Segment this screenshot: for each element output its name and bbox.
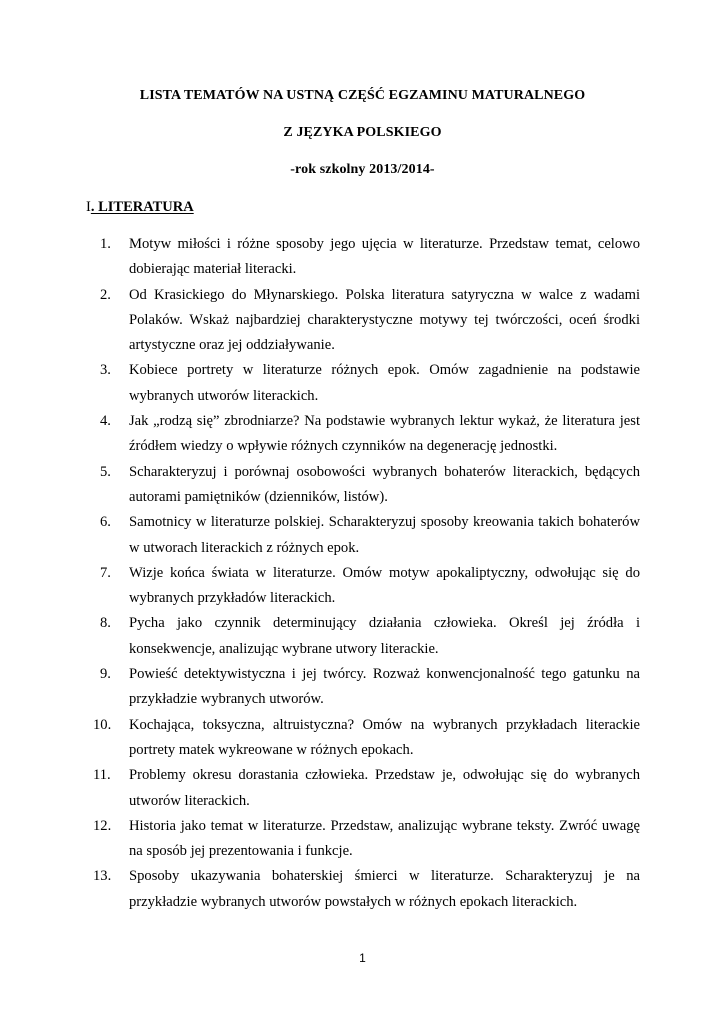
topic-text: Sposoby ukazywania bohaterskiej śmierci w literaturze. Scharakteryzuj je na przykładzie wybranych utworów powstałych w różnych epokach literackich.: [129, 868, 640, 910]
topic-text: Powieść detektywistyczna i jej twórcy. Rozważ konwencjonalność tego gatunku na przykładzie wybranych utworów.: [129, 666, 640, 708]
topic-text: Kobiece portrety w literaturze różnych epok. Omów zagadnienie na podstawie wybranych utworów literackich.: [129, 362, 640, 404]
topic-text: Wizje końca świata w literaturze. Omów motyw apokaliptyczny, odwołując się do wybranych przykładów literackich.: [129, 564, 640, 607]
topic-number: 12.: [93, 817, 112, 834]
document-title: LISTA TEMATÓW NA USTNĄ CZĘŚĆ EGZAMINU MATURALNEGO: [139, 88, 586, 103]
topic-text: Pycha jako czynnik determinujący działania człowieka. Określ jej źródła i konsekwencje, analizując wybrane utwory literackie.: [129, 615, 640, 657]
topic-number: 9.: [100, 666, 111, 683]
topic-number: 3.: [100, 362, 111, 379]
topic-list: [93, 232, 640, 915]
topic-text: Kochająca, toksyczna, altruistyczna? Omów na wybranych przykładach literackie portrety matek wykreowane w różnych epokach.: [129, 716, 640, 758]
topic-text: Historia jako temat w literaturze. Przedstaw, analizując wybrane teksty. Zwróć uwagę na sposób jej prezentowania i funkcje.: [129, 817, 640, 860]
topic-number: 8.: [100, 615, 111, 632]
topic-number: 1.: [100, 236, 111, 252]
school-year: -rok szkolny 2013/2014-: [290, 162, 435, 177]
topic-number: 6.: [100, 514, 111, 531]
topic-item: [100, 358, 640, 409]
topic-number: 4.: [100, 413, 111, 430]
page-number: 1: [359, 951, 366, 965]
topic-text: Od Krasickiego do Młynarskiego. Polska literatura satyryczna w walce z wadami Polaków. Wskaż najbardziej charakterystyczne motywy tej twórczości, oceń środki artystyczne oraz jej oddziaływanie.: [129, 286, 640, 354]
topic-item: [100, 611, 640, 662]
topic-item: [100, 561, 640, 612]
document-subtitle: Z JĘZYKA POLSKIEGO: [283, 125, 442, 140]
topic-item: [93, 713, 640, 764]
topic-text: Problemy okresu dorastania człowieka. Przedstaw je, odwołując się do wybranych utworów literackich.: [129, 767, 640, 809]
topic-item: [100, 232, 640, 283]
topic-text: Scharakteryzuj i porównaj osobowości wybranych bohaterów literackich, będących autorami pamiętników (dzienników, listów).: [129, 463, 640, 505]
topic-number: 10.: [93, 716, 112, 733]
topic-item: [100, 460, 640, 511]
topic-item: [100, 283, 640, 359]
topic-item: [100, 510, 640, 561]
topic-text: Samotnicy w literaturze polskiej. Scharakteryzuj sposoby kreowania takich bohaterów w utworach literackich z różnych epok.: [129, 514, 640, 556]
topic-text: Motyw miłości i różne sposoby jego ujęcia w literaturze. Przedstaw temat, celowo dobierając materiał literacki.: [129, 236, 640, 278]
topic-item: [93, 814, 640, 865]
topic-number: 13.: [93, 868, 112, 885]
section-title: . LITERATURA: [90, 199, 194, 215]
topic-item: [93, 864, 640, 915]
topic-number: 2.: [100, 286, 111, 303]
topic-item: [93, 763, 640, 814]
topic-text: Jak „rodzą się” zbrodniarze? Na podstawie wybranych lektur wykaż, że literatura jest źródłem wiedzy o wpływie różnych czynników na degenerację jednostki.: [129, 413, 640, 455]
topic-item: [100, 409, 640, 460]
topic-number: 5.: [100, 463, 111, 480]
topic-number: 7.: [100, 564, 111, 581]
topic-item: [100, 662, 640, 713]
topic-number: 11.: [93, 767, 111, 784]
section-roman-numeral: I: [86, 199, 91, 215]
section-heading: [86, 199, 194, 216]
